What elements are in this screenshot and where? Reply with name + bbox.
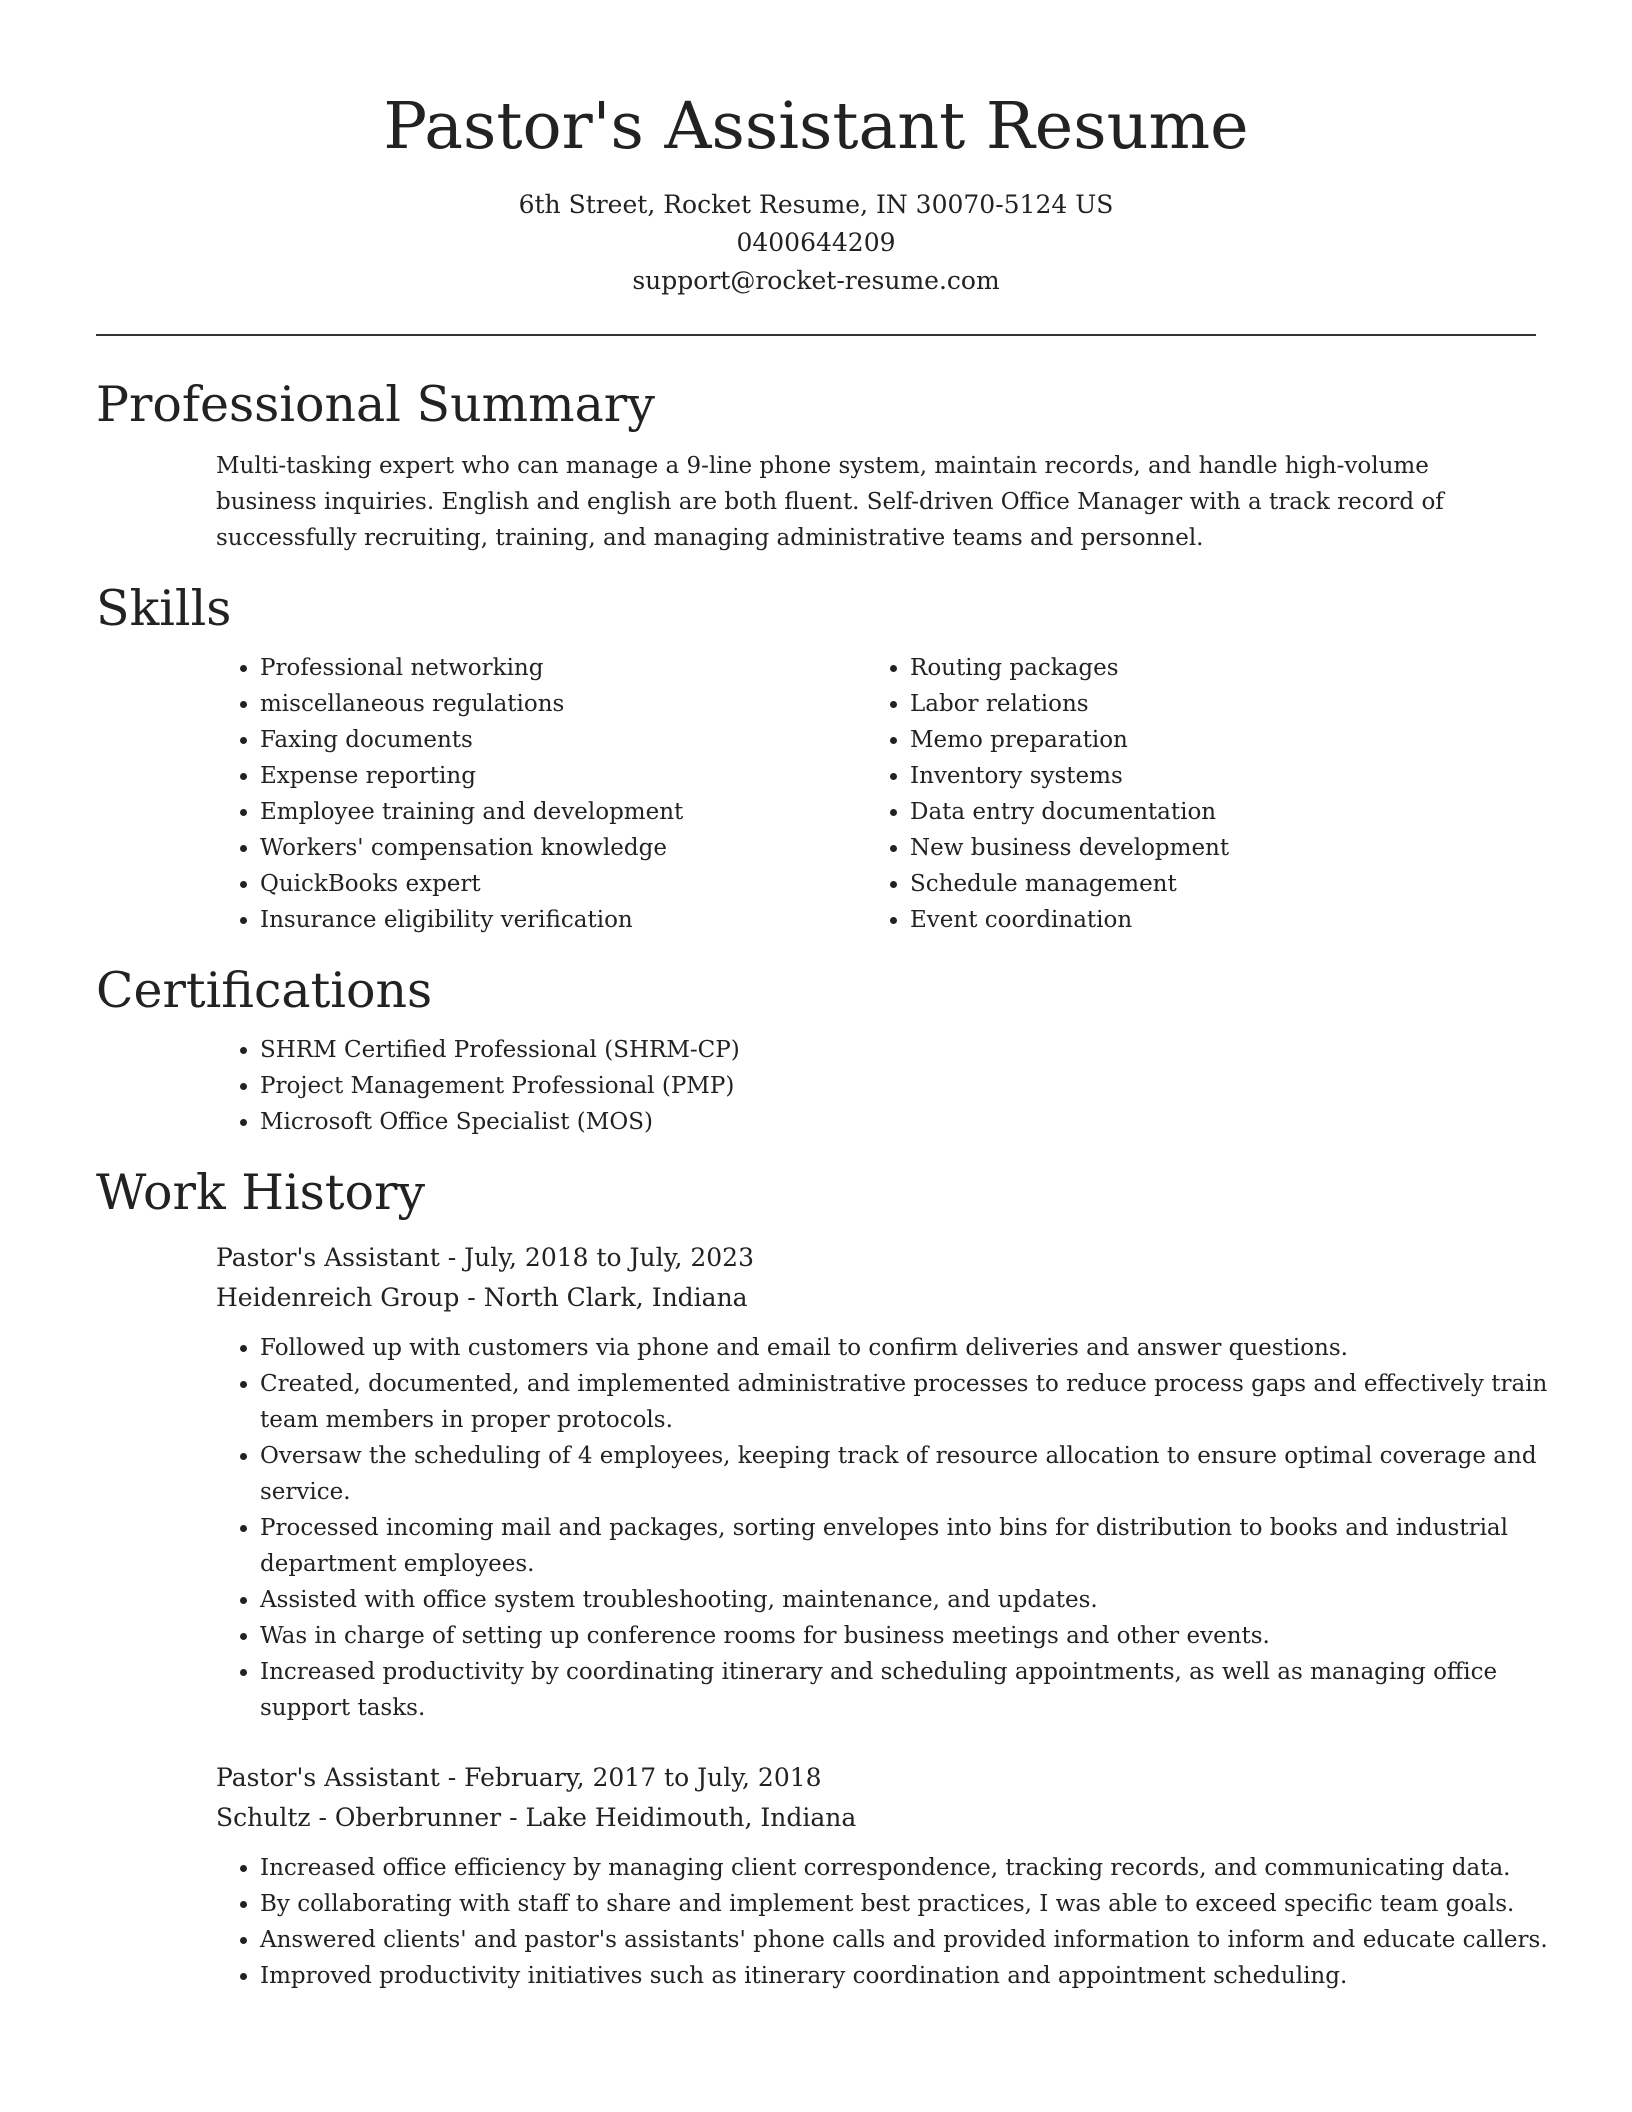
skill-item: • Memo preparation [910,722,1516,758]
skill-item: • Routing packages [910,650,1516,686]
job-title-line: Pastor's Assistant - July, 2018 to July, 2023 [216,1243,754,1272]
skill-item: • Insurance eligibility verification [260,902,866,938]
skills-section [96,578,1536,938]
certifications-list [216,1032,1536,1140]
job-duty-item: • Was in charge of setting up conference rooms for business meetings and other events. [260,1618,1590,1654]
certification-item: • Microsoft Office Specialist (MOS) [260,1104,1536,1140]
resume-header [96,0,1536,300]
work-history-heading: Work History [96,1164,426,1221]
certifications-section [96,960,1536,1140]
skill-item: • Schedule management [910,866,1516,902]
job-duties-list [216,1330,1590,1726]
skills-column-right [866,650,1516,938]
job-duties-list [216,1850,1590,1994]
job-entry [216,1238,1548,1726]
contact-info [96,186,1536,300]
header-divider [96,334,1536,336]
skills-grid [216,650,1536,938]
skill-item: • Professional networking [260,650,866,686]
job-duty-item: • Increased productivity by coordinating itinerary and scheduling appointments, as well as managing office support tasks. [260,1654,1590,1726]
skill-item: • Employee training and development [260,794,866,830]
summary-text: Multi-tasking expert who can manage a 9-line phone system, maintain records, and handle high-volume business inquiries. English and english are both fluent. Self-driven Office Manager with a track record of successfully recruiting, training, and managing administrative teams and personnel. [216,453,1444,551]
skill-item: • Labor relations [910,686,1516,722]
certifications-heading: Certifications [96,962,433,1019]
job-company-line: Heidenreich Group - North Clark, Indiana [216,1283,748,1312]
job-duty-item: • By collaborating with staff to share and implement best practices, I was able to exceed specific team goals. [260,1886,1590,1922]
skills-heading: Skills [96,580,232,637]
skill-item: • Faxing documents [260,722,866,758]
job-entry [216,1758,1548,1994]
skill-item: • QuickBooks expert [260,866,866,902]
resume-title: Pastor's Assistant Resume [383,89,1249,164]
skill-item: • New business development [910,830,1516,866]
job-duty-item: • Processed incoming mail and packages, sorting envelopes into bins for distribution to books and industrial department employees. [260,1510,1590,1582]
skill-item: • Data entry documentation [910,794,1516,830]
job-duty-item: • Followed up with customers via phone and email to confirm deliveries and answer questions. [260,1330,1590,1366]
job-duty-item: • Increased office efficiency by managing client correspondence, tracking records, and communicating data. [260,1850,1590,1886]
work-history-section [96,1162,1548,1994]
job-company-line: Schultz - Oberbrunner - Lake Heidimouth, Indiana [216,1803,857,1832]
job-duty-item: • Created, documented, and implemented administrative processes to reduce process gaps and effectively train team members in proper protocols. [260,1366,1590,1438]
job-duty-item: • Improved productivity initiatives such as itinerary coordination and appointment scheduling. [260,1958,1590,1994]
skill-item: • miscellaneous regulations [260,686,866,722]
job-duty-item: • Answered clients' and pastor's assistants' phone calls and provided information to inform and educate callers. [260,1922,1590,1958]
skills-column-left [216,650,866,938]
job-duty-item: • Oversaw the scheduling of 4 employees, keeping track of resource allocation to ensure optimal coverage and service. [260,1438,1590,1510]
certification-item: • SHRM Certified Professional (SHRM-CP) [260,1032,1536,1068]
skill-item: • Inventory systems [910,758,1516,794]
contact-phone: 0400644209 [736,228,896,257]
certification-item: • Project Management Professional (PMP) [260,1068,1536,1104]
job-duty-item: • Assisted with office system troubleshooting, maintenance, and updates. [260,1582,1590,1618]
summary-heading: Professional Summary [96,376,655,433]
contact-email: support@rocket-resume.com [632,266,1000,295]
skill-item: • Workers' compensation knowledge [260,830,866,866]
skill-item: • Expense reporting [260,758,866,794]
skill-item: • Event coordination [910,902,1516,938]
job-title-line: Pastor's Assistant - February, 2017 to July, 2018 [216,1763,822,1792]
professional-summary-section [96,374,1536,556]
contact-address: 6th Street, Rocket Resume, IN 30070-5124 US [518,190,1114,219]
